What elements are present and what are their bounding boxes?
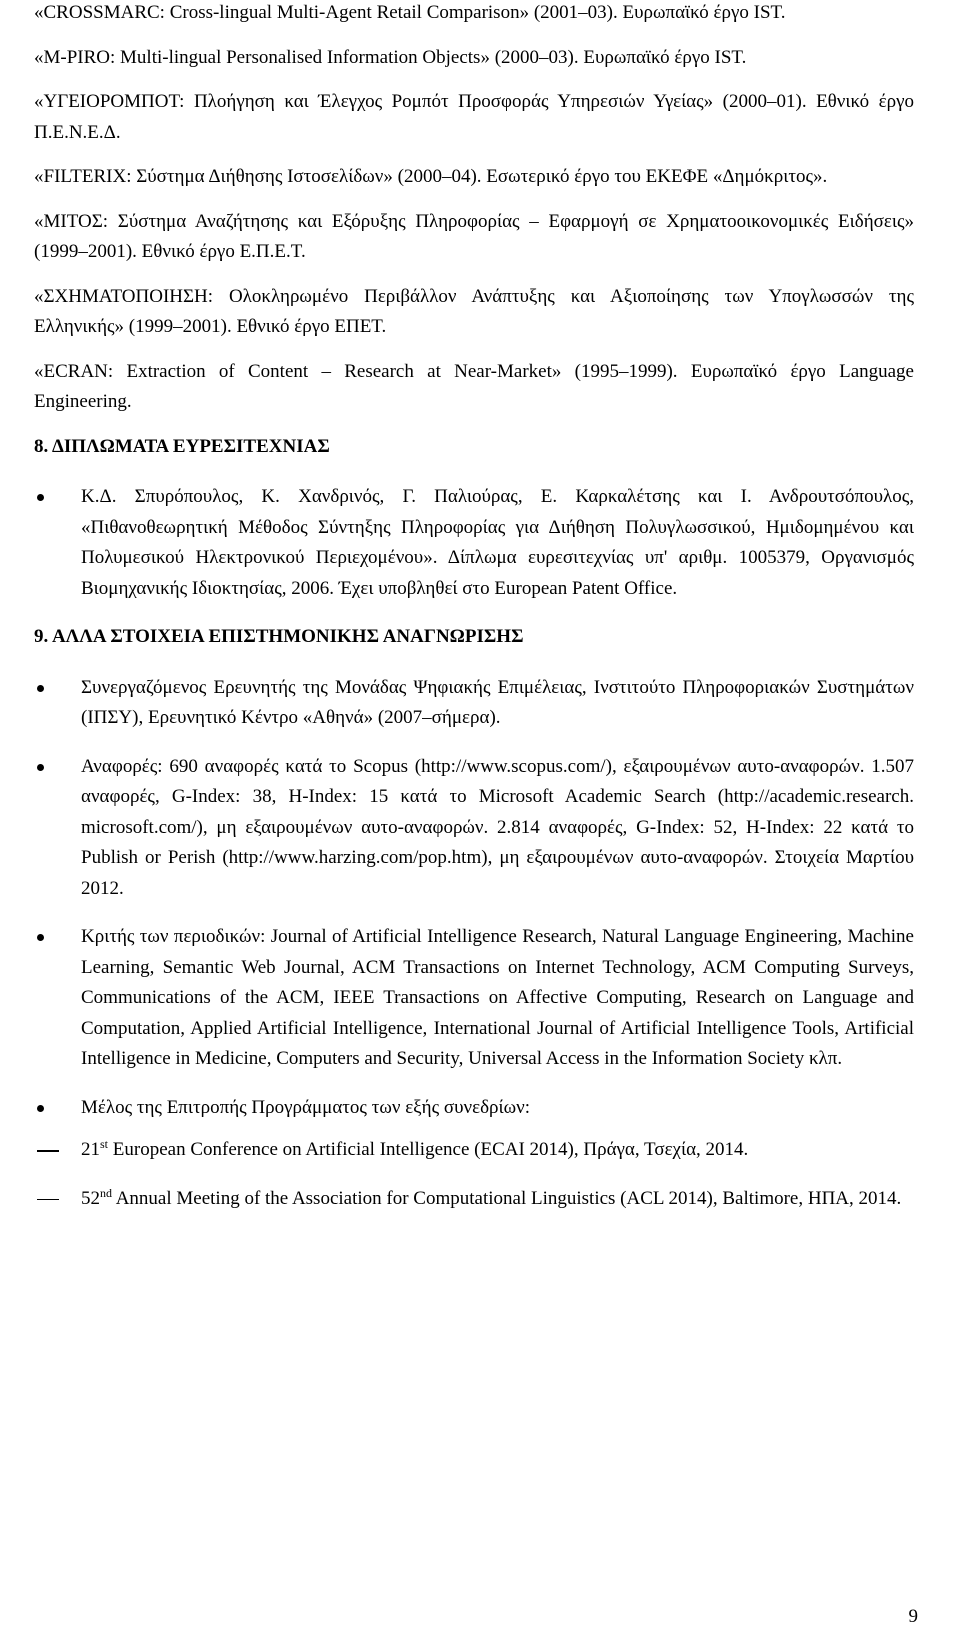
page-number: 9 xyxy=(908,1606,918,1627)
section-heading-recognition: 9. ΑΛΛΑ ΣΤΟΙΧΕΙΑ ΕΠΙΣΤΗΜΟΝΙΚΗΣ ΑΝΑΓΝΩΡΙΣΗΣ xyxy=(34,626,524,647)
patents-list xyxy=(34,482,914,604)
bullet-icon xyxy=(37,764,44,771)
project-ygeiorompot: «ΥΓΕΙΟΡΟΜΠΟΤ: Πλοήγηση και Έλεγχος Ρομπότ Προσφοράς Υπηρεσιών Υγείας» (2000‒01). Εθνικό έργο Π.Ε.Ν.Ε.Δ. xyxy=(34,91,914,143)
committee-text: Μέλος της Επιτροπής Προγράμματος των εξής συνεδρίων: xyxy=(81,1096,530,1118)
document-page xyxy=(34,0,914,1232)
project-crossmarc: «CROSSMARC: Cross-lingual Multi-Agent Retail Comparison» (2001‒03). Ευρωπαϊκό έργο IST. xyxy=(34,2,786,23)
reviewer-text: Κριτής των περιοδικών: Journal of Artificial Intelligence Research, Natural Language Engineering, Machine Learning, Semantic Web Journal, ACM Transactions on Internet Technology, ACM Computing Surveys, Communications of the ACM, IEEE Transactions on Affective Computing, Research on Language and Computation, Applied Artificial Intelligence, International Journal of Artificial Intelligence Tools, Artificial Intelligence in Medicine, Computers and Security, Universal Access in the Information Society κλπ. xyxy=(81,926,914,1069)
conference-number: 21 xyxy=(81,1139,100,1160)
project-ecran: «ECRAN: Extraction of Content ‒ Research at Near-Market» (1995‒1999). Ευρωπαϊκό έργο Language Engineering. xyxy=(34,360,914,412)
list-item xyxy=(34,673,914,734)
conference-number: 52 xyxy=(81,1187,100,1209)
conference-item-ecai xyxy=(34,1135,914,1166)
recognition-list xyxy=(34,673,914,1124)
affiliation-text: Συνεργαζόμενος Ερευνητής της Μονάδας Ψηφιακής Επιμέλειας, Ινστιτούτο Πληροφοριακών Συστημάτων (ΙΠΣΥ), Ερευνητικό Κέντρο «Αθηνά» (2007‒σήμερα). xyxy=(81,676,914,728)
section-heading-patents: 8. ΔΙΠΛΩΜΑΤΑ ΕΥΡΕΣΙΤΕΧΝΙΑΣ xyxy=(34,435,330,457)
ordinal-suffix: st xyxy=(100,1137,109,1151)
bullet-icon xyxy=(37,494,44,501)
conference-list xyxy=(34,1135,914,1214)
list-item xyxy=(34,1093,914,1124)
conference-text: Annual Meeting of the Association for Computational Linguistics (ACL 2014), Baltimore, ΗΠΑ, 2014. xyxy=(112,1187,902,1209)
project-mpiro: «M-PIRO: Multi-lingual Personalised Information Objects» (2000‒03). Ευρωπαϊκό έργο IST. xyxy=(34,46,747,68)
list-item xyxy=(34,922,914,1075)
bullet-icon xyxy=(37,934,44,941)
patent-text: Κ.Δ. Σπυρόπουλος, Κ. Χανδρινός, Γ. Παλιούρας, Ε. Καρκαλέτσης και Ι. Ανδρουτσόπουλος, «Πιθανοθεωρητική Μέθοδος Σύντηξης Πληροφορίας για Διήθηση Πολυγλωσσικού, Ημιδομημένου και Πολυμεσικού Ηλεκτρονικού Περιεχομένου». Δίπλωμα ευρεσιτεχνίας υπ' αριθμ. 1005379, Οργανισμός Βιομηχανικής Ιδιοκτησίας, 2006. Έχει υποβληθεί στο European Patent Office. xyxy=(81,486,914,599)
dash-icon xyxy=(37,1199,59,1201)
citations-text: Αναφορές: 690 αναφορές κατά το Scopus (http://www.scopus.com/), εξαιρουμένων αυτο-αναφορών. 1.507 αναφορές, G-Index: 38, H-Index: 15 κατά το Microsoft Academic Search (http://academic.research. microsoft.com/), μη εξαιρουμένων αυτο-αναφορών. 2.814 αναφορές, G-Index: 52, H-Index: 22 κατά το Publish or Perish (http://www.harzing.com/pop.htm), μη εξαιρουμένων αυτο-αναφορών. Στοιχεία Μαρτίου 2012. xyxy=(81,755,914,899)
dash-icon xyxy=(37,1150,59,1152)
conference-item-acl xyxy=(34,1184,914,1215)
project-filterix: «FILTERIX: Σύστημα Διήθησης Ιστοσελίδων» (2000‒04). Εσωτερικό έργο του ΕΚΕΦΕ «Δημόκριτος». xyxy=(34,166,828,187)
project-schimatopoiisi: «ΣΧΗΜΑΤΟΠΟΙΗΣΗ: Ολοκληρωμένο Περιβάλλον Ανάπτυξης και Αξιοποίησης των Υπογλωσσών της Ελληνικής» (1999‒2001). Εθνικό έργο ΕΠΕΤ. xyxy=(34,285,914,337)
ordinal-suffix: nd xyxy=(100,1185,112,1200)
bullet-icon xyxy=(37,1105,44,1112)
bullet-icon xyxy=(37,685,44,692)
list-item xyxy=(34,482,914,604)
conference-text: European Conference on Artificial Intelligence (ECAI 2014), Πράγα, Τσεχία, 2014. xyxy=(108,1139,749,1160)
project-mitos: «ΜΙΤΟΣ: Σύστημα Αναζήτησης και Εξόρυξης Πληροφορίας ‒ Εφαρμογή σε Χρηματοοικονομικές Ειδήσεις» (1999‒2001). Εθνικό έργο Ε.Π.Ε.Τ. xyxy=(34,210,914,262)
list-item xyxy=(34,752,914,905)
